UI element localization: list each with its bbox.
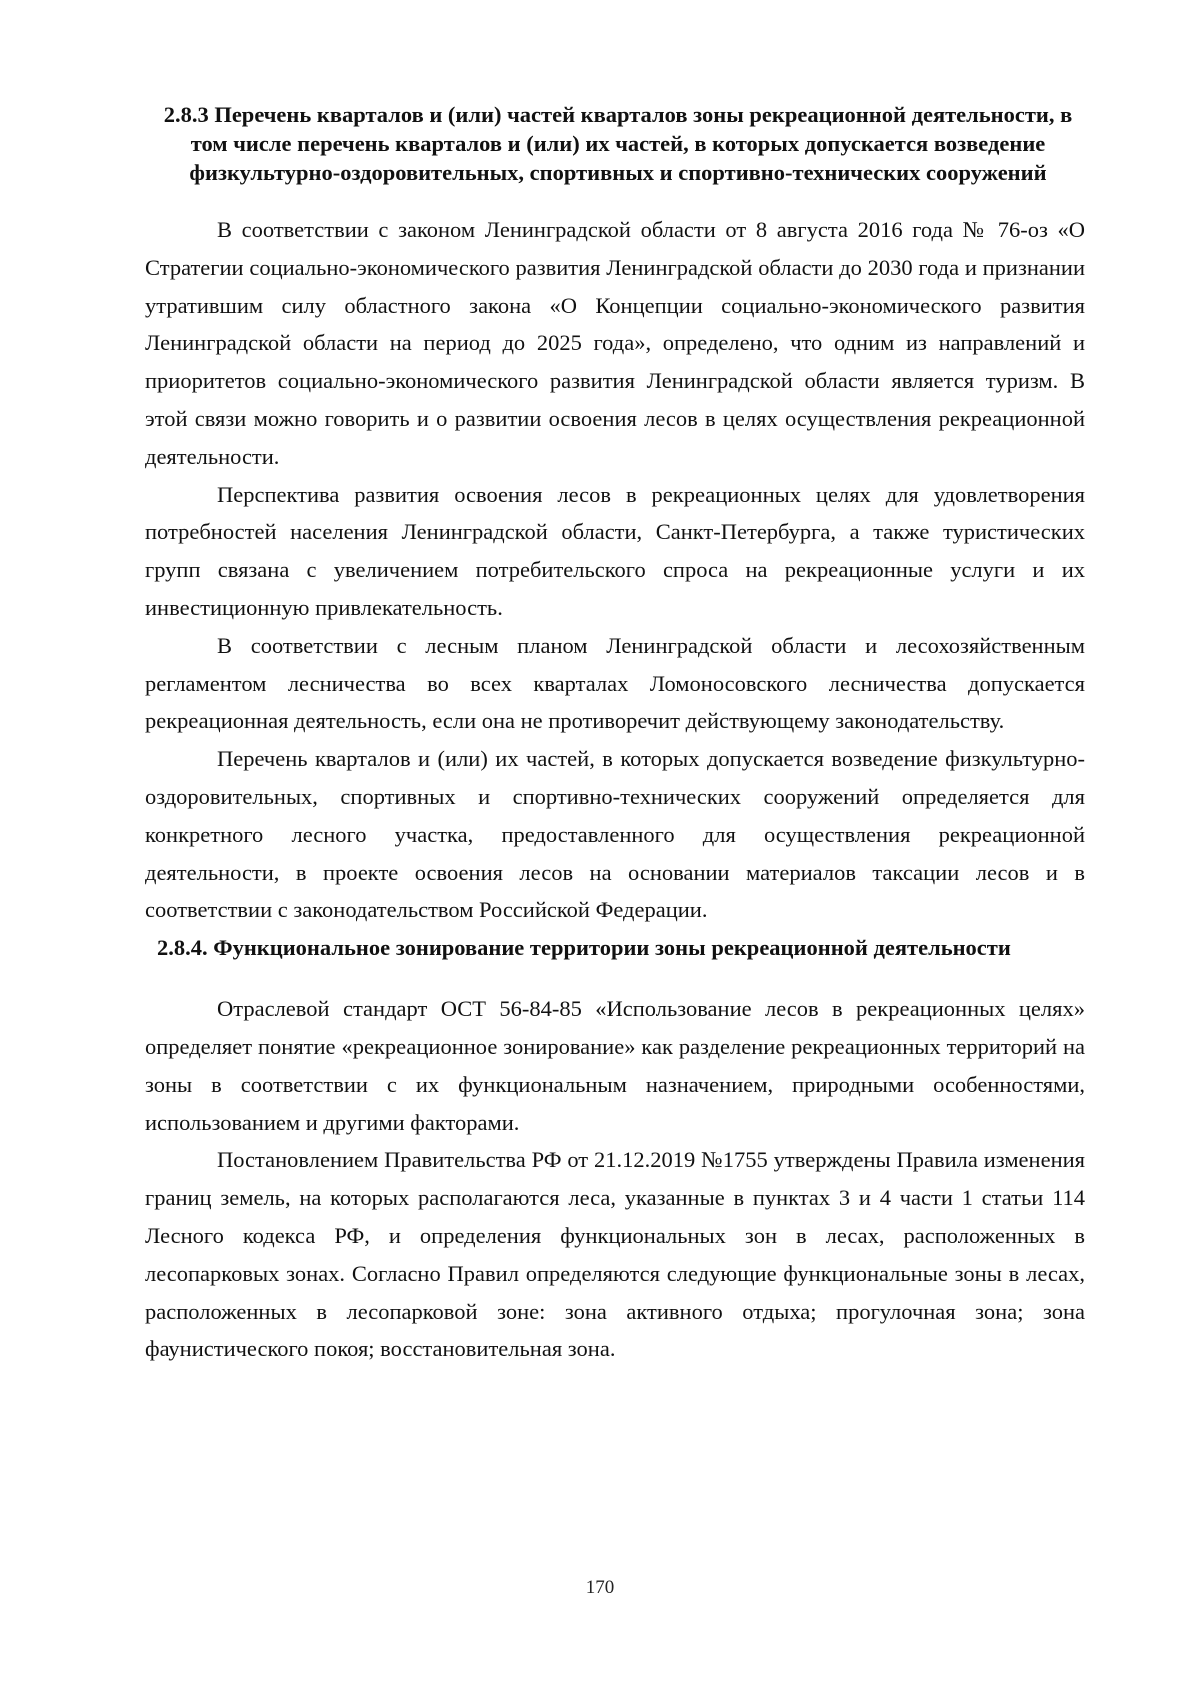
section-2-8-3-paragraph-3: В соответствии с лесным планом Ленинградской области и лесохозяйственным регламентом лесничества во всех кварталах Ломоносовского лесничества допускается рекреационная деятельность, если она не противоречит действующему законодательству. — [145, 632, 1085, 734]
section-2-8-3-heading: 2.8.3 Перечень кварталов и (или) частей кварталов зоны рекреационной деятельности, в том числе перечень кварталов и (или) их частей, в которых допускается возведение физкультурно-оздоровительных, спортивных и спортивно-технических сооружений — [163, 102, 1073, 185]
page-number: 170 — [585, 1577, 615, 1598]
section-2-8-3-paragraph-2: Перспектива развития освоения лесов в рекреационных целях для удовлетворения потребностей населения Ленинградской области, Санкт-Петербурга, а также туристических групп связана с увеличением потребительского спроса на рекреационные услуги и их инвестиционную привлекательность. — [145, 481, 1085, 620]
section-2-8-4-paragraph-2: Постановлением Правительства РФ от 21.12.2019 №1755 утверждены Правила изменения границ земель, на которых располагаются леса, указанные в пунктах 3 и 4 части 1 статьи 114 Лесного кодекса РФ, и определения функциональных зон в лесах, расположенных в лесопарковых зонах. Согласно Правил определяются следующие функциональные зоны в лесах, расположенных в лесопарковой зоне: зона активного отдыха; прогулочная зона; зона фаунистического покоя; восстановительная зона. — [145, 1147, 1085, 1362]
document-page — [145, 100, 1085, 1368]
section-2-8-4-heading: 2.8.4. Функциональное зонирование территории зоны рекреационной деятельности — [157, 935, 1011, 961]
section-2-8-4-paragraph-1: Отраслевой стандарт ОСТ 56-84-85 «Использование лесов в рекреационных целях» определяет понятие «рекреационное зонирование» как разделение рекреационных территорий на зоны в соответствии с их функциональным назначением, природными особенностями, использованием и другими факторами. — [145, 996, 1085, 1135]
section-2-8-3-paragraph-4: Перечень кварталов и (или) их частей, в которых допускается возведение физкультурно-оздоровительных, спортивных и спортивно-технических сооружений определяется для конкретного лесного участка, предоставленного для осуществления рекреационной деятельности, в проекте освоения лесов на основании материалов таксации лесов и в соответствии с законодательством Российской Федерации. — [145, 746, 1085, 923]
section-2-8-3-paragraph-1: В соответствии с законом Ленинградской области от 8 августа 2016 года № 76-оз «О Стратегии социально-экономического развития Ленинградской области до 2030 года и признании утратившим силу областного закона «О Концепции социально-экономического развития Ленинградской области на период до 2025 года», определено, что одним из направлений и приоритетов социально-экономического развития Ленинградской области является туризм. В этой связи можно говорить и о развитии освоения лесов в целях осуществления рекреационной деятельности. — [145, 217, 1085, 469]
